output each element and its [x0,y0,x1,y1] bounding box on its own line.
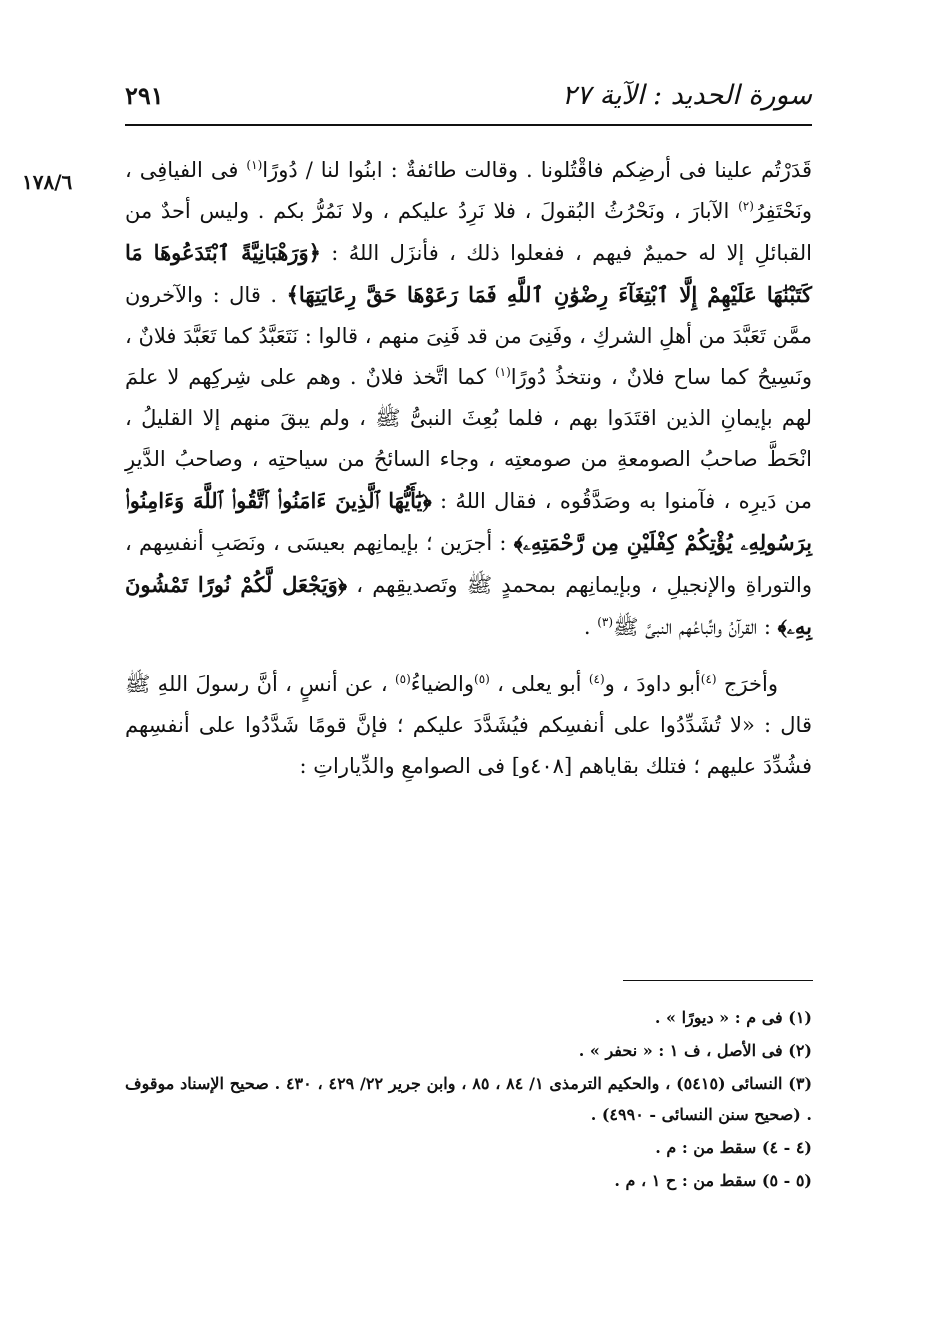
footnote-marker: (٥) [394,672,411,686]
footnote: (٣) النسائى (٥٤١٥) ، والحكيم الترمذى ١/ ٨٤ ، ٨٥ ، وابن جرير ٢٢/ ٤٢٩ ، ٤٣٠ . صحيح الإسناد موقوف . (صحيح سنن النسائى - ٤٩٩٠) . [125,1074,813,1124]
text-run: أبو داودَ ، و [604,672,701,696]
footnote-marker: (٤) [588,672,605,686]
footnote: (٥ - ٥) سقط من : ح ١ ، م . [614,1171,812,1190]
text-run: كما اتَّخذ فلانٌ . وهم على شِركِهم لا علمَ لهم بإيمانِ الذين اقتَدَوا بهم ، فلما بُعِثَ النبىُّ ﷺ ، ولم يبقَ منهم إلا القليلُ ، انْحَطَّ صاحبُ الصومعةِ من صومعتِه ، وجاء السائحُ من سياحتِه ، وصاحبُ الدَّيرِ من دَيرِه ، فآمنوا به وصَدَّقُوه ، فقال اللهُ : [125,365,812,513]
footnote-marker: (٣) [597,615,614,629]
footnote-marker: (٥) [474,672,490,686]
paragraph-1 [125,150,812,648]
footnote: (٤ - ٤) سقط من : م . [655,1138,812,1157]
footnote: (٢) فى الأصل ، ف ١ : « نحفر » . [578,1041,812,1060]
text-run: قَدَرْتُم علينا فى أرضِكم فاقْتُلونا . وقالت طائفةٌ : ابنُوا لنا / دُورًا [262,158,812,182]
header-divider [125,124,812,126]
quran-verse: ﴿وَرَهْبَانِيَّةً ٱبْتَدَعُوهَا مَا كَتَبْنَٰهَا عَلَيْهِمْ إِلَّا ٱبْتِغَآءَ رِضْوَٰنِ ٱللَّهِ فَمَا رَعَوْهَا حَقَّ رِعَايَتِهَا﴾ [125,240,813,307]
text-run: أبو يعلى ، [489,672,589,696]
text-run: . [583,615,598,639]
footnotes [125,1002,812,1198]
margin-reference: ١٧٨/٦ [22,170,73,194]
paragraph-2 [125,664,812,787]
text-run: : القرآنُ واتِّباعُهم النبىَّ ﷺ [613,615,778,639]
quran-verse: ﴿وَيَجْعَل لَّكُمْ نُورًا تَمْشُونَ بِهِۦ﴾ [125,572,812,639]
footnote-marker: (٢) [738,199,754,213]
text-run: الآبارَ ، ونَحْرُثُ البُقولَ ، فلا نَرِدُ عليكم ، ولا نَمُرُّ بكم . وليس أحدٌ من القبائلِ إلا له حميمٌ فيهم ، ففعلوا ذلك ، فأنزَل اللهُ : [125,199,812,265]
text-run: وأخرَج [716,672,778,696]
text-run: : أجرَين ؛ بإيمانِهم بعيسَى ، ونَصَبِ أنفسِهم ، والتوراةِ والإنجيلِ ، وبإيمانِهم بمحمدٍ ﷺ وتَصديقِهم ، [125,531,812,597]
text-run: . قال : والآخرون ممَّن تَعَبَّدَ من أهلِ الشركِ ، وفَنِىَ من قد فَنِىَ منهم ، قالوا : نَتَعَبَّدُ كما تَعَبَّدَ فلانٌ ، ونَسِيحُ كما ساح فلانٌ ، ونتخذُ دُورًا [125,283,812,389]
footnote-marker: (١) [246,158,263,172]
footnote-marker: (٤) [700,672,717,686]
footnote-divider [623,980,813,981]
footnote: (١) فى م : « ديورًا » . [654,1008,812,1027]
text-run: فى الفيافِى ، ونَحْتَفِرُ [125,158,812,223]
main-text [125,150,812,787]
running-title: سورة الحديد : الآية ٢٧ [561,79,812,111]
quran-verse: ﴿يَٰٓأَيُّهَا ٱلَّذِينَ ءَامَنُوا۟ ٱتَّقُوا۟ ٱللَّهَ وَءَامِنُوا۟ بِرَسُولِهِۦ يُؤْتِكُمْ كِفْلَيْنِ مِن رَّحْمَتِهِۦ﴾ [125,488,812,555]
page-header [125,72,812,118]
text-run: ، عن أنسٍ ، أنَّ رسولَ اللهِ ﷺ قال : «لا تُشَدِّدُوا على أنفسِكم فيُشَدَّدَ عليكم ؛ فإنَّ قومًا شَدَّدُوا على أنفسِهم فشُدِّدَ عليهم ؛ فتلك بقاياهم [٤٠٨و] فى الصوامعِ والدِّياراتِ : [125,672,812,778]
text-run: والضياءُ [410,672,474,696]
page-number: ٢٩١ [125,80,164,110]
footnote-marker: (١) [494,365,511,379]
